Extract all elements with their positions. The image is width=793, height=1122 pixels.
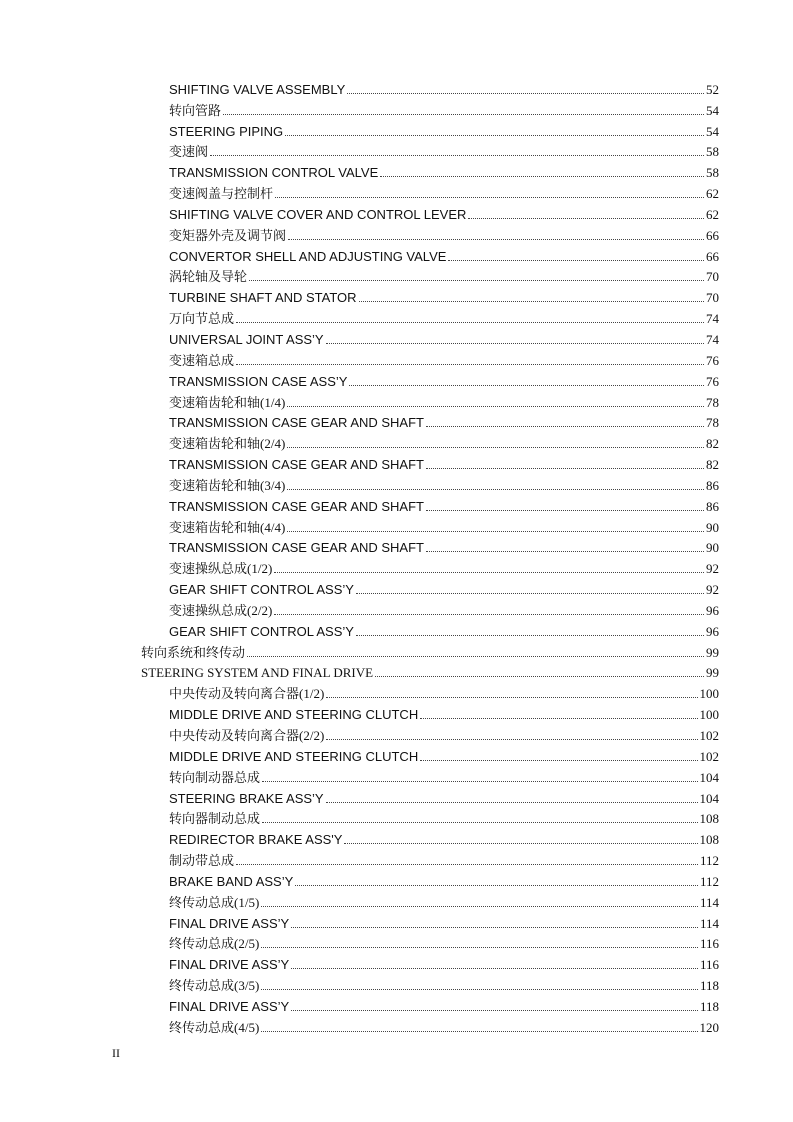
dot-leader: [261, 906, 698, 907]
toc-entry-page: 118: [699, 978, 719, 994]
toc-entry-title: TRANSMISSION CASE GEAR AND SHAFT: [169, 498, 424, 514]
toc-entry[interactable]: [0, 743, 793, 764]
dot-leader: [287, 406, 704, 407]
dot-leader: [236, 364, 704, 365]
toc-entry-page: 104: [699, 769, 719, 785]
dot-leader: [274, 572, 704, 573]
dot-leader: [261, 989, 698, 990]
dot-leader: [261, 947, 698, 948]
toc-entry-title: 变速箱齿轮和轴(3/4): [169, 477, 286, 493]
dot-leader: [223, 114, 704, 115]
toc-chapter-entry[interactable]: [0, 639, 793, 660]
dot-leader: [420, 760, 697, 761]
toc-entry-page: 78: [706, 394, 719, 410]
toc-entry[interactable]: [0, 451, 793, 472]
toc-entry-page: 90: [706, 519, 719, 535]
dot-leader: [291, 968, 698, 969]
toc-entry[interactable]: [0, 972, 793, 993]
toc-entry[interactable]: [0, 701, 793, 722]
dot-leader: [426, 468, 704, 469]
toc-entry-title: REDIRECTOR BRAKE ASS'Y: [169, 832, 343, 848]
toc-entry[interactable]: [0, 535, 793, 556]
toc-entry[interactable]: [0, 576, 793, 597]
toc-entry-page: 52: [706, 81, 719, 97]
toc-entry-title: SHIFTING VALVE ASSEMBLY: [169, 81, 346, 97]
toc-entry-title: FINAL DRIVE ASS’Y: [169, 915, 290, 931]
toc-entry-page: 78: [706, 415, 719, 431]
toc-entry[interactable]: [0, 347, 793, 368]
toc-entry-title: STEERING SYSTEM AND FINAL DRIVE: [141, 665, 374, 681]
toc-entry-title: 转向系统和终传动: [141, 644, 246, 660]
dot-leader: [380, 176, 704, 177]
toc-entry[interactable]: [0, 305, 793, 326]
toc-entry-title: 变速箱总成: [169, 352, 235, 368]
dot-leader: [261, 1031, 697, 1032]
toc-entry-page: 66: [706, 227, 719, 243]
toc-entry[interactable]: [0, 430, 793, 451]
toc-entry-page: 108: [699, 811, 719, 827]
dot-leader: [326, 343, 704, 344]
toc-entry-title: 变矩器外壳及调节阀: [169, 227, 287, 243]
toc-entry[interactable]: [0, 180, 793, 201]
toc-entry-title: 变速箱齿轮和轴(1/4): [169, 394, 286, 410]
toc-entry[interactable]: [0, 326, 793, 347]
toc-entry-title: TRANSMISSION CASE GEAR AND SHAFT: [169, 540, 424, 556]
toc-entry-title: 涡轮轴及导轮: [169, 269, 248, 285]
table-of-contents: [0, 76, 793, 1035]
toc-entry-page: 99: [706, 644, 719, 660]
toc-entry-page: 58: [706, 144, 719, 160]
toc-entry-title: 转向管路: [169, 102, 222, 118]
dot-leader: [288, 239, 704, 240]
toc-entry[interactable]: [0, 618, 793, 639]
toc-entry-page: 74: [706, 311, 719, 327]
dot-leader: [247, 656, 704, 657]
toc-entry-title: BRAKE BAND ASS’Y: [169, 873, 294, 889]
toc-entry-title: 中央传动及转向离合器(2/2): [169, 728, 325, 743]
toc-entry[interactable]: [0, 493, 793, 514]
toc-entry[interactable]: [0, 139, 793, 160]
dot-leader: [426, 426, 704, 427]
toc-entry-title: TRANSMISSION CASE GEAR AND SHAFT: [169, 415, 424, 431]
toc-entry-page: 82: [706, 436, 719, 452]
dot-leader: [236, 322, 704, 323]
dot-leader: [344, 843, 697, 844]
toc-entry-title: MIDDLE DRIVE AND STEERING CLUTCH: [169, 748, 419, 764]
toc-entry-title: GEAR SHIFT CONTROL ASS’Y: [169, 582, 354, 598]
toc-entry[interactable]: [0, 555, 793, 576]
dot-leader: [356, 593, 704, 594]
toc-entry-page: 100: [699, 707, 719, 723]
toc-entry-page: 112: [699, 853, 719, 869]
toc-entry-page: 108: [699, 832, 719, 848]
toc-entry-page: 54: [706, 123, 719, 139]
toc-entry-page: 54: [706, 102, 719, 118]
toc-entry-page: 86: [706, 498, 719, 514]
toc-entry-page: 96: [706, 623, 719, 639]
toc-entry-page: 62: [706, 206, 719, 222]
toc-entry-page: 76: [706, 352, 719, 368]
dot-leader: [420, 718, 697, 719]
dot-leader: [274, 614, 704, 615]
toc-entry[interactable]: [0, 97, 793, 118]
dot-leader: [287, 489, 704, 490]
toc-entry[interactable]: [0, 389, 793, 410]
page-number: II: [112, 1046, 120, 1060]
toc-entry-page: 92: [706, 561, 719, 577]
toc-entry[interactable]: [0, 826, 793, 847]
dot-leader: [375, 676, 704, 677]
toc-entry-page: 92: [706, 582, 719, 598]
toc-entry-title: TRANSMISSION CONTROL VALVE: [169, 165, 379, 181]
toc-entry-title: 转向制动器总成: [169, 769, 261, 785]
dot-leader: [291, 927, 698, 928]
toc-entry-page: 104: [699, 790, 719, 806]
toc-entry-title: 终传动总成(4/5): [169, 1019, 260, 1035]
toc-entry-page: 120: [699, 1019, 719, 1035]
toc-entry-title: FINAL DRIVE ASS’Y: [169, 998, 290, 1014]
toc-entry[interactable]: [0, 368, 793, 389]
toc-entry-title: TRANSMISSION CASE GEAR AND SHAFT: [169, 457, 424, 473]
toc-entry-title: MIDDLE DRIVE AND STEERING CLUTCH: [169, 707, 419, 723]
toc-entry[interactable]: [0, 722, 793, 743]
toc-entry-title: STEERING BRAKE ASS’Y: [169, 790, 324, 806]
toc-entry-title: 制动带总成: [169, 853, 235, 869]
dot-leader: [287, 531, 704, 532]
toc-entry-title: 变速阀: [169, 144, 209, 160]
toc-entry-page: 102: [699, 728, 719, 743]
toc-entry[interactable]: [0, 597, 793, 618]
toc-entry-title: 终传动总成(1/5): [169, 894, 260, 910]
toc-entry-page: 114: [699, 915, 719, 931]
toc-entry[interactable]: [0, 847, 793, 868]
toc-entry-page: 100: [699, 686, 719, 702]
toc-entry-title: 终传动总成(3/5): [169, 978, 260, 994]
toc-entry-title: TURBINE SHAFT AND STATOR: [169, 290, 357, 306]
toc-entry-title: SHIFTING VALVE COVER AND CONTROL LEVER: [169, 206, 467, 222]
toc-entry-title: 变速阀盖与控制杆: [169, 186, 274, 202]
dot-leader: [426, 510, 704, 511]
toc-entry[interactable]: [0, 118, 793, 139]
toc-entry-title: 终传动总成(2/5): [169, 936, 260, 952]
toc-entry-title: 变速操纵总成(2/2): [169, 602, 273, 618]
toc-entry[interactable]: [0, 159, 793, 180]
dot-leader: [291, 1010, 698, 1011]
toc-entry-page: 99: [706, 665, 719, 681]
dot-leader: [210, 155, 704, 156]
toc-entry-page: 62: [706, 186, 719, 202]
toc-entry-title: STEERING PIPING: [169, 123, 284, 139]
toc-entry-page: 70: [706, 269, 719, 285]
toc-entry[interactable]: [0, 868, 793, 889]
toc-entry[interactable]: [0, 951, 793, 972]
toc-entry-title: CONVERTOR SHELL AND ADJUSTING VALVE: [169, 248, 447, 264]
toc-entry-page: 66: [706, 248, 719, 264]
toc-entry[interactable]: [0, 764, 793, 785]
dot-leader: [349, 385, 704, 386]
toc-entry[interactable]: [0, 993, 793, 1014]
toc-entry-page: 114: [699, 894, 719, 910]
dot-leader: [262, 781, 697, 782]
toc-entry[interactable]: [0, 284, 793, 305]
dot-leader: [295, 885, 698, 886]
toc-entry-page: 70: [706, 290, 719, 306]
dot-leader: [426, 551, 704, 552]
toc-entry[interactable]: [0, 243, 793, 264]
toc-entry-page: 102: [699, 748, 719, 764]
toc-entry[interactable]: [0, 76, 793, 97]
toc-entry[interactable]: [0, 680, 793, 701]
dot-leader: [326, 697, 697, 698]
toc-entry[interactable]: [0, 410, 793, 431]
toc-entry-page: 96: [706, 602, 719, 618]
toc-entry-title: UNIVERSAL JOINT ASS’Y: [169, 331, 324, 347]
toc-entry[interactable]: [0, 889, 793, 910]
toc-entry-title: 变速箱齿轮和轴(4/4): [169, 519, 286, 535]
toc-entry-page: 74: [706, 331, 719, 347]
toc-entry-page: 82: [706, 457, 719, 473]
toc-entry-page: 116: [699, 957, 719, 973]
toc-entry-title: 转向器制动总成: [169, 811, 261, 827]
toc-entry[interactable]: [0, 785, 793, 806]
dot-leader: [275, 197, 704, 198]
toc-entry[interactable]: [0, 264, 793, 285]
toc-entry-title: 变速箱齿轮和轴(2/4): [169, 436, 286, 452]
dot-leader: [287, 447, 704, 448]
dot-leader: [359, 301, 704, 302]
toc-entry-page: 116: [699, 936, 719, 952]
toc-entry[interactable]: [0, 806, 793, 827]
toc-chapter-entry[interactable]: [0, 660, 793, 681]
toc-entry-page: 118: [699, 998, 719, 1014]
toc-entry-page: 86: [706, 477, 719, 493]
toc-entry[interactable]: [0, 514, 793, 535]
dot-leader: [262, 822, 697, 823]
toc-entry[interactable]: [0, 1014, 793, 1035]
toc-entry-title: 中央传动及转向离合器(1/2): [169, 686, 325, 702]
toc-entry-page: 90: [706, 540, 719, 556]
dot-leader: [448, 260, 704, 261]
toc-entry[interactable]: [0, 910, 793, 931]
dot-leader: [356, 635, 704, 636]
toc-entry-page: 112: [699, 873, 719, 889]
toc-entry[interactable]: [0, 472, 793, 493]
dot-leader: [285, 135, 704, 136]
dot-leader: [249, 280, 704, 281]
dot-leader: [347, 93, 704, 94]
dot-leader: [236, 864, 698, 865]
toc-entry-title: 变速操纵总成(1/2): [169, 561, 273, 577]
dot-leader: [326, 802, 698, 803]
toc-entry[interactable]: [0, 222, 793, 243]
dot-leader: [468, 218, 704, 219]
toc-entry-title: TRANSMISSION CASE ASS’Y: [169, 373, 348, 389]
toc-entry[interactable]: [0, 201, 793, 222]
toc-entry-title: 万向节总成: [169, 311, 235, 327]
toc-entry-title: FINAL DRIVE ASS’Y: [169, 957, 290, 973]
toc-entry-page: 58: [706, 165, 719, 181]
toc-entry[interactable]: [0, 931, 793, 952]
toc-entry-page: 76: [706, 373, 719, 389]
dot-leader: [326, 739, 697, 740]
toc-entry-title: GEAR SHIFT CONTROL ASS’Y: [169, 623, 354, 639]
